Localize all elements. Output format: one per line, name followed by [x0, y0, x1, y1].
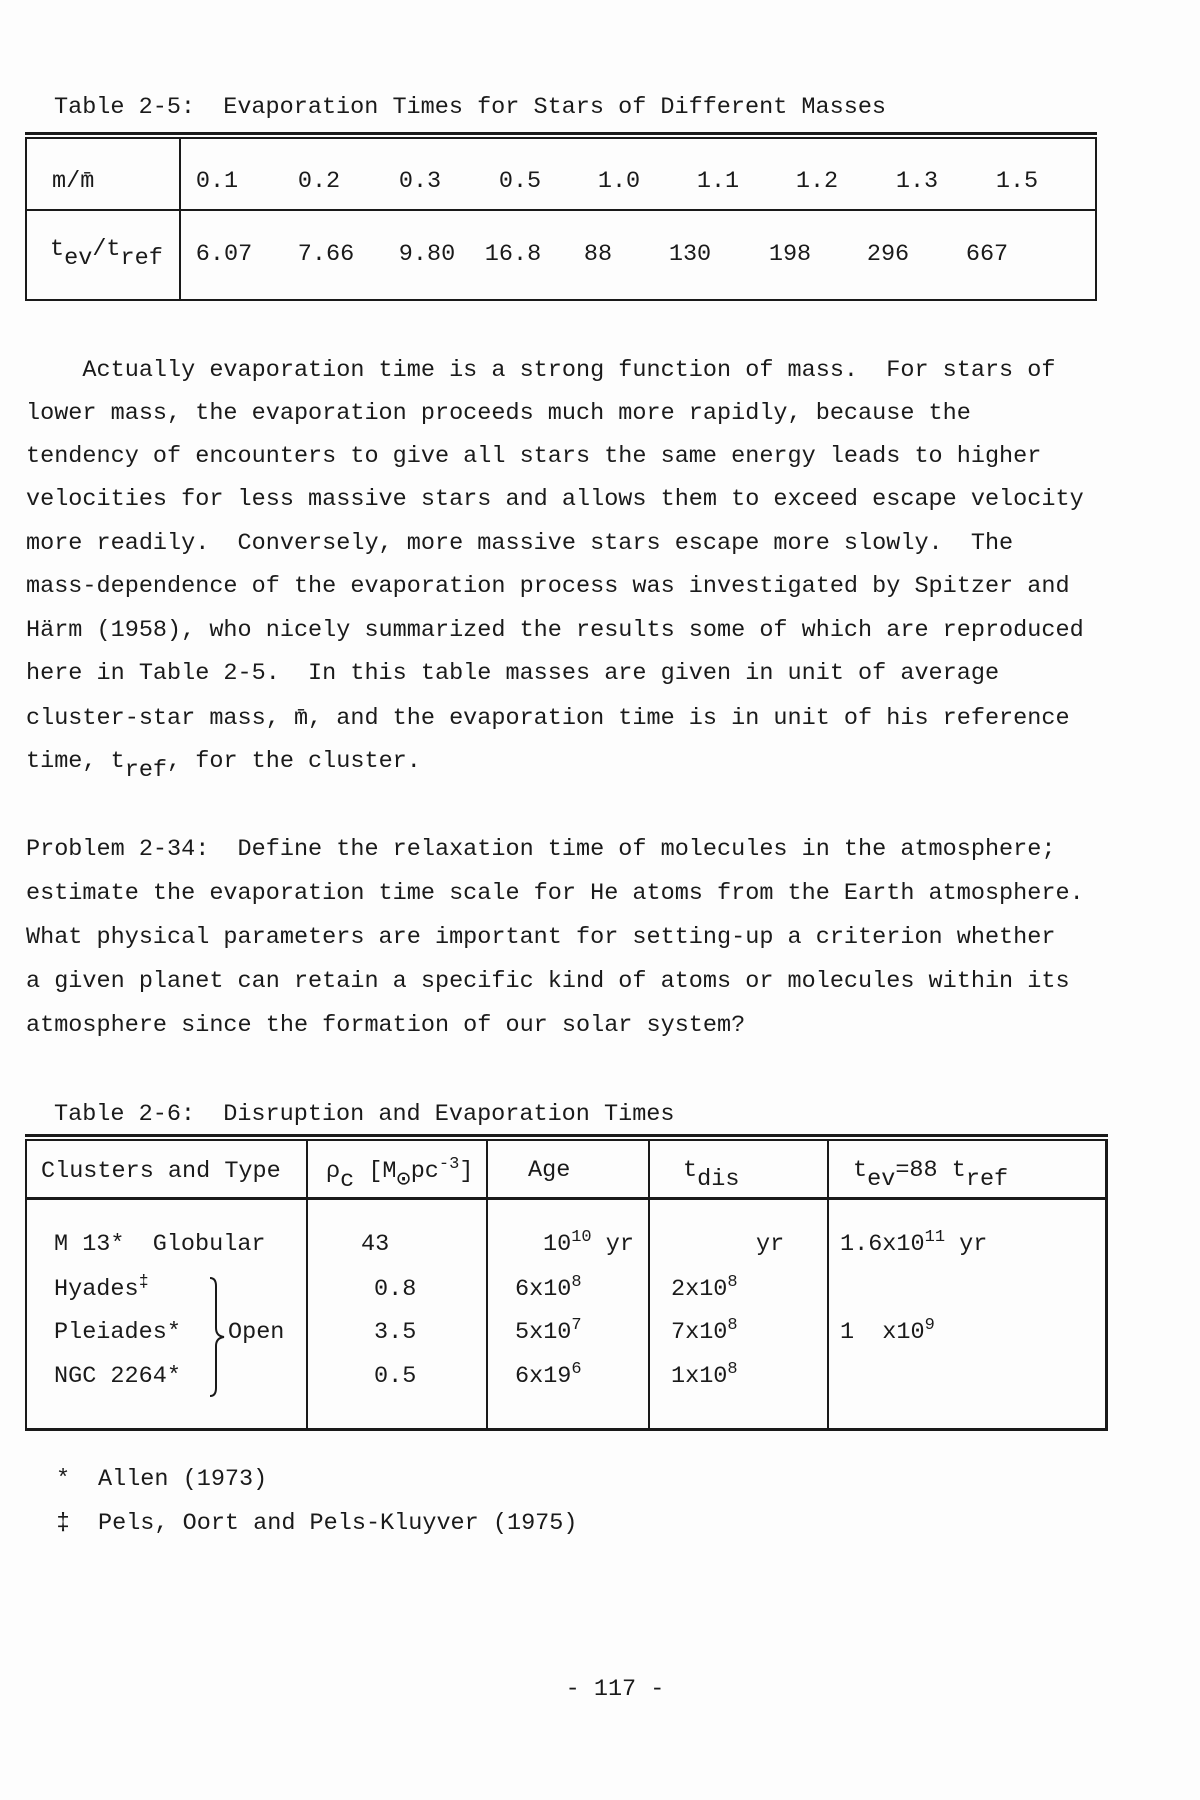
ref-subscript: ref: [124, 757, 168, 784]
t-symbol: t: [50, 236, 65, 263]
paragraph-line: velocities for less massive stars and allows them to exceed escape velocity: [26, 486, 1084, 513]
page-number: - 117 -: [565, 1676, 665, 1703]
unit-text: pc: [410, 1158, 439, 1185]
text: Hyades: [54, 1276, 139, 1303]
tdis-value: [671, 1273, 738, 1303]
tdis-value: [671, 1360, 738, 1390]
density-value: 3.5: [374, 1319, 417, 1346]
mass-cell: 1.1: [696, 168, 740, 195]
density-value: 43: [361, 1231, 390, 1258]
tev-value: [840, 1228, 988, 1258]
c-subscript: c: [340, 1167, 355, 1194]
ref-subscript: ref: [965, 1166, 1009, 1193]
dis-subscript: dis: [697, 1166, 740, 1193]
mass-cell: 0.1: [195, 168, 239, 195]
paragraph-line: lower mass, the evaporation proceeds much more rapidly, because the: [26, 400, 971, 427]
age-value: [515, 1273, 582, 1303]
mass-ratio-label: m/m̄: [52, 168, 95, 195]
age-value: [543, 1228, 634, 1258]
mass-cell: 0.3: [398, 168, 442, 195]
cluster-name: M 13* Globular: [54, 1231, 266, 1258]
t-symbol: /t: [92, 236, 121, 263]
text: yr: [591, 1231, 634, 1258]
time-cell: 88: [583, 241, 613, 268]
column-divider: [486, 1139, 488, 1431]
problem-line: estimate the evaporation time scale for He atoms from the Earth atmosphere.: [26, 880, 1084, 907]
cluster-name: [54, 1273, 149, 1303]
time-cell: 7.66: [297, 241, 355, 268]
exponent: 11: [924, 1228, 946, 1247]
exponent: 8: [571, 1273, 582, 1292]
text: 1x10: [671, 1363, 728, 1390]
paragraph-line: tendency of encounters to give all stars the same energy leads to higher: [26, 443, 1042, 470]
text: 10: [543, 1231, 572, 1258]
header-tdis: [683, 1157, 740, 1193]
paragraph-line: [26, 748, 421, 784]
text: 1.6x10: [840, 1231, 925, 1258]
paragraph-line: cluster-star mass, m̄, and the evaporation time is in unit of his reference: [26, 705, 1070, 732]
text: 6x10: [515, 1276, 572, 1303]
time-cell: 6.07: [195, 241, 253, 268]
tdis-value: [671, 1316, 738, 1346]
density-value: 0.5: [374, 1363, 417, 1390]
density-value: 0.8: [374, 1276, 417, 1303]
paragraph-line: Actually evaporation time is a strong function of mass. For stars of: [26, 357, 1056, 384]
text: time, t: [26, 748, 125, 775]
problem-line: Problem 2-34: Define the relaxation time of molecules in the atmosphere;: [26, 836, 1056, 863]
cluster-name: Pleiades*: [54, 1319, 181, 1346]
time-cell: 667: [965, 241, 1009, 268]
header-tev: [853, 1157, 1009, 1193]
t-symbol: t: [683, 1157, 698, 1184]
time-cell: 9.80: [398, 241, 456, 268]
column-divider: [306, 1139, 308, 1431]
time-cell: 16.8: [484, 241, 542, 268]
age-value: [515, 1360, 582, 1390]
table-top-rule: [25, 1134, 1108, 1137]
t-symbol: t: [853, 1157, 868, 1184]
time-cell: 130: [668, 241, 712, 268]
table-top-rule: [25, 132, 1097, 135]
exponent: 9: [924, 1316, 935, 1335]
mass-cell: 1.3: [895, 168, 939, 195]
time-cell: 296: [866, 241, 910, 268]
tev-value: [840, 1316, 935, 1346]
mass-cell: 0.5: [498, 168, 542, 195]
tdis-value: yr: [756, 1231, 785, 1258]
header-clusters: Clusters and Type: [41, 1158, 281, 1185]
text: , for the cluster.: [167, 748, 421, 775]
footnote-mark: ‡: [56, 1510, 71, 1537]
footnote-mark: *: [56, 1466, 71, 1493]
curly-brace-icon: [208, 1276, 228, 1398]
footnote-text: Allen (1973): [98, 1466, 268, 1493]
paragraph-line: here in Table 2-5. In this table masses are given in unit of average: [26, 660, 1000, 687]
ref-subscript: ref: [120, 245, 163, 272]
mass-cell: 0.2: [297, 168, 341, 195]
time-ratio-label: [50, 236, 163, 272]
row-divider: [25, 209, 1097, 211]
mass-cell: 1.2: [795, 168, 839, 195]
problem-line: What physical parameters are important for setting-up a criterion whether: [26, 924, 1056, 951]
exponent: 8: [727, 1273, 738, 1292]
time-cell: 198: [768, 241, 812, 268]
text: yr: [945, 1231, 988, 1258]
unit-text: [M: [354, 1158, 397, 1185]
paragraph-line: Härm (1958), who nicely summarized the results some of which are reproduced: [26, 617, 1084, 644]
text: 7x10: [671, 1319, 728, 1346]
footnote-mark: ‡: [138, 1273, 149, 1292]
header-age: Age: [528, 1157, 571, 1184]
rho-symbol: ρ: [326, 1158, 341, 1185]
exponent: 7: [571, 1316, 582, 1335]
header-divider: [25, 1197, 1108, 1200]
open-cluster-label: Open: [228, 1319, 285, 1346]
sun-symbol-icon: ⊙: [396, 1167, 411, 1194]
text: 6x19: [515, 1363, 572, 1390]
text: 5x10: [515, 1319, 572, 1346]
table-2-6-caption: Table 2-6: Disruption and Evaporation Times: [54, 1101, 675, 1128]
problem-line: a given planet can retain a specific kind of atoms or molecules within its: [26, 968, 1070, 995]
cluster-name: NGC 2264*: [54, 1363, 181, 1390]
exponent: -3: [438, 1155, 460, 1174]
header-density: [326, 1155, 474, 1194]
text: =88 t: [895, 1157, 966, 1184]
table-2-5-caption: Table 2-5: Evaporation Times for Stars of Different Masses: [54, 94, 887, 121]
exponent: 8: [727, 1360, 738, 1379]
ev-subscript: ev: [867, 1166, 896, 1193]
column-divider: [648, 1139, 650, 1431]
column-divider: [827, 1139, 829, 1431]
ev-subscript: ev: [64, 245, 93, 272]
age-value: [515, 1316, 582, 1346]
text: 2x10: [671, 1276, 728, 1303]
column-divider: [179, 137, 181, 301]
mass-cell: 1.0: [597, 168, 641, 195]
exponent: 10: [571, 1228, 592, 1247]
mass-cell: 1.5: [995, 168, 1039, 195]
paragraph-line: more readily. Conversely, more massive stars escape more slowly. The: [26, 530, 1014, 557]
exponent: 6: [571, 1360, 582, 1379]
footnote-text: Pels, Oort and Pels-Kluyver (1975): [98, 1510, 578, 1537]
exponent: 8: [727, 1316, 738, 1335]
table-frame: [25, 137, 1097, 301]
unit-text: ]: [459, 1158, 474, 1185]
problem-line: atmosphere since the formation of our solar system?: [26, 1012, 746, 1039]
paragraph-line: mass-dependence of the evaporation process was investigated by Spitzer and: [26, 573, 1070, 600]
text: 1 x10: [840, 1319, 925, 1346]
